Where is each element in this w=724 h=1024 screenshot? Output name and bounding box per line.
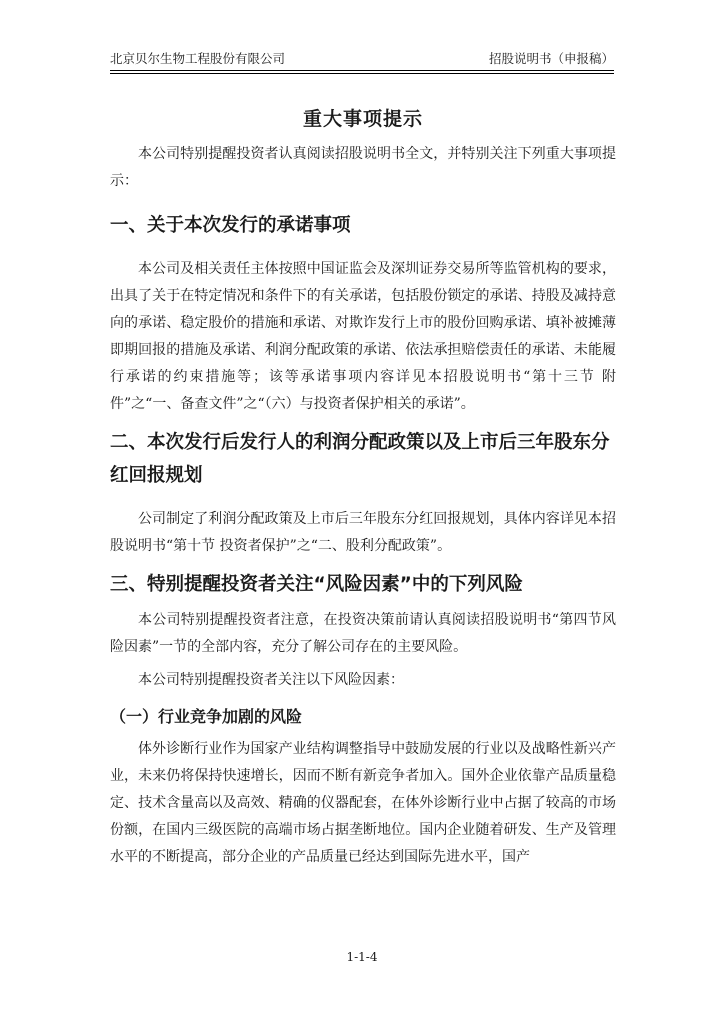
header-company-name: 北京贝尔生物工程股份有限公司 xyxy=(110,51,286,66)
section-1-paragraph: 本公司及相关责任主体按照中国证监会及深圳证券交易所等监管机构的要求，出具了关于在特定情况和条件下的有关承诺，包括股份锁定的承诺、持股及减持意向的承诺、稳定股价的措施和承诺、对欺诈发行上市的股份回购承诺、填补被摊薄即期回报的措施及承诺、利润分配政策的承诺、依法承担赔偿责任的承诺、未能履行承诺的约束措施等；该等承诺事项内容详见本招股说明书“第十三节 附件”之“一、备查文件”之“（六）与投资者保护相关的承诺”。 xyxy=(110,261,616,412)
section-2-heading: 二、本次发行后发行人的利润分配政策以及上市后三年股东分红回报规划 xyxy=(110,432,610,486)
section-1-heading: 一、关于本次发行的承诺事项 xyxy=(110,215,351,236)
page-title: 重大事项提示 xyxy=(302,108,423,130)
page-content xyxy=(110,96,616,871)
page-number: 1-1-4 xyxy=(346,950,378,964)
subsection-1-heading: （一）行业竞争加剧的风险 xyxy=(110,707,303,726)
section-3-paragraph-1: 本公司特别提醒投资者注意，在投资决策前请认真阅读招股说明书“第四节风险因素”一节的全部内容，充分了解公司存在的主要风险。 xyxy=(110,612,616,655)
intro-paragraph: 本公司特别提醒投资者认真阅读招股说明书全文，并特别关注下列重大事项提示： xyxy=(110,146,616,189)
section-3-heading: 三、特别提醒投资者关注“风险因素”中的下列风险 xyxy=(110,574,523,595)
header-document-type: 招股说明书（申报稿） xyxy=(488,51,614,66)
section-3-paragraph-2: 本公司特别提醒投资者关注以下风险因素： xyxy=(138,672,404,688)
section-2-paragraph: 公司制定了利润分配政策及上市后三年股东分红回报规划，具体内容详见本招股说明书“第十节 投资者保护”之“二、股利分配政策”。 xyxy=(110,511,616,554)
page-header xyxy=(110,48,614,71)
subsection-1-paragraph: 体外诊断行业作为国家产业结构调整指导中鼓励发展的行业以及战略性新兴产业，未来仍将保持快速增长，因而不断有新竞争者加入。国外企业依靠产品质量稳定、技术含量高以及高效、精确的仪器配套，在体外诊断行业中占据了较高的市场份额，在国内三级医院的高端市场占据垄断地位。国内企业随着研发、生产及管理水平的不断提高，部分企业的产品质量已经达到国际先进水平，国产 xyxy=(110,741,616,865)
header-divider xyxy=(110,73,614,74)
